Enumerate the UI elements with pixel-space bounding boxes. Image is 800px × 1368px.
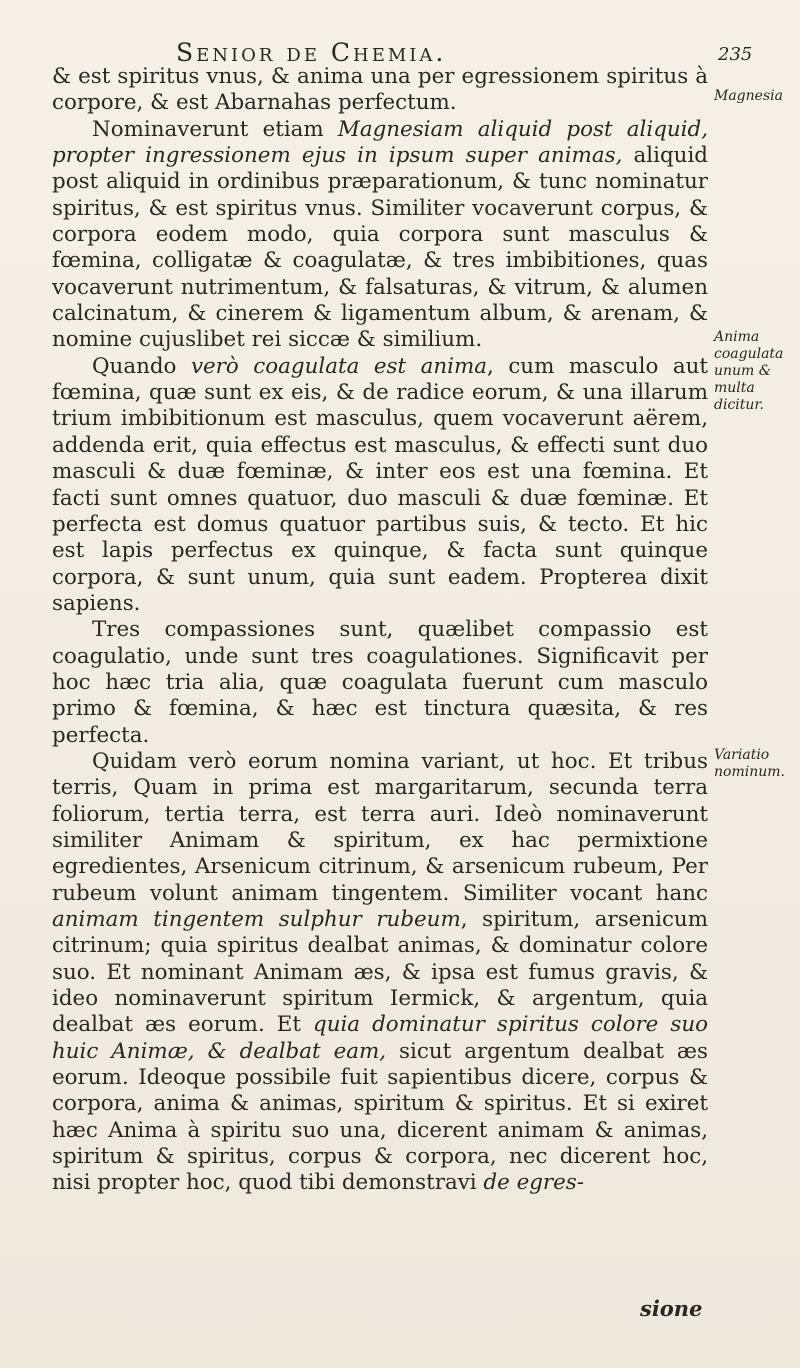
text-run: Nominaverunt etiam: [92, 116, 338, 142]
text-run: Quando: [92, 353, 191, 379]
paragraph: [52, 749, 708, 1197]
italic-phrase: Magnesiam aliquid post aliquid, propter ingressionem ejus in ipsum super animas,: [52, 116, 708, 169]
italic-phrase: animam tingentem sulphur rubeum: [52, 907, 461, 932]
italic-phrase: quia dominatur spiritus colore suo huic Animæ, & dealbat eam,: [52, 1012, 708, 1064]
text-run: Quidam verò eorum nomina variant, ut hoc. Et tribus terris, Quam in prima est margaritarum, secunda terra foliorum, tertia terra, est terra auri. Ideò nominaverunt similiter Animam & spiritum, ex hac permixtione egredientes, Arsenicum citrinum, & arsenicum rubeum, Per rubeum volunt animam tingentem. Similiter vocant hanc: [52, 748, 708, 906]
margin-note-magnesia: Magnesia: [714, 88, 783, 104]
paragraph: [52, 117, 708, 354]
text-run: sicut argentum dealbat æs eorum. Ideoque possibile fuit sapientibus dicere, corpus & corpora, anima & animas, spiritum & spiritus. Et si exiret hæc Anima à spiritu suo una, dicerent animam & animas, spiritum & spiritus, corpus & corpora, nec dicerent hoc, nisi propter hoc, quod tibi demonstravi: [52, 1038, 708, 1196]
text-run: & est spiritus vnus, & anima una per egressionem spiritus à corpore, & est Abarnahas perfectum.: [52, 64, 708, 116]
text-run: aliquid post aliquid in ordinibus præparationum, & tunc nominatur spiritus, & est spiritus vnus. Similiter vocaverunt corpus, & corpora eodem modo, quia corpora sunt masculus & fœmina, colligatæ & coagulatæ, & tres imbibitiones, quas vocaverunt nutrimentum, & falsaturas, & vitrum, & alumen calcinatum, & cinerem & ligamentum album, & arenam, & nomine cujuslibet rei siccæ & similium.: [52, 143, 708, 353]
text-run: , cum masculo aut fœmina, quæ sunt ex eis, & de radice eorum, & una illarum trium imbibitionum est masculus, quem vocaverunt aërem, addenda erit, quia effectus est masculus, & effecti sunt duo masculi & duæ fœminæ, & inter eos est una fœmina. Et facti sunt omnes quatuor, duo masculi & duæ fœminæ. Et perfecta est domus quatuor partibus suis, & tecto. Et hic est lapis perfectus ex quinque, & facta sunt quinque corpora, & sunt unum, quia sunt eadem. Propterea dixit sapiens.: [52, 353, 708, 616]
paragraph: [52, 64, 708, 117]
body-text: [52, 64, 708, 1197]
text-run: , spiritum, arsenicum citrinum; quia spiritus dealbat animas, & dominatur colore suo. Et nominant Animam æs, & ipsa est fumus gravis, & ideo nominaverunt spiritum Iermick, & argentum, quia dealbat æs eorum. Et: [52, 907, 708, 1038]
page-number: 235: [718, 44, 753, 65]
running-head: Senior de Chemia.: [176, 38, 447, 67]
italic-phrase: verò coagulata est anima: [190, 353, 487, 379]
paragraph: [52, 617, 708, 749]
catchword: sione: [640, 1296, 703, 1321]
italic-phrase: de egres-: [483, 1170, 585, 1196]
margin-note-variatio-nominum: Variatio nominum.: [714, 747, 785, 780]
text-run: Tres compassiones sunt, quælibet compassio est coagulatio, unde sunt tres coagulationes. Significavit per hoc hæc tria alia, quæ coagulata fuerunt cum masculo primo & fœmina, & hæc est tinctura quæsita, & res perfecta.: [52, 617, 708, 748]
margin-note-anima-coagulata: Anima coagulata unum & multa dicitur.: [714, 329, 784, 413]
paragraph: [52, 354, 708, 617]
